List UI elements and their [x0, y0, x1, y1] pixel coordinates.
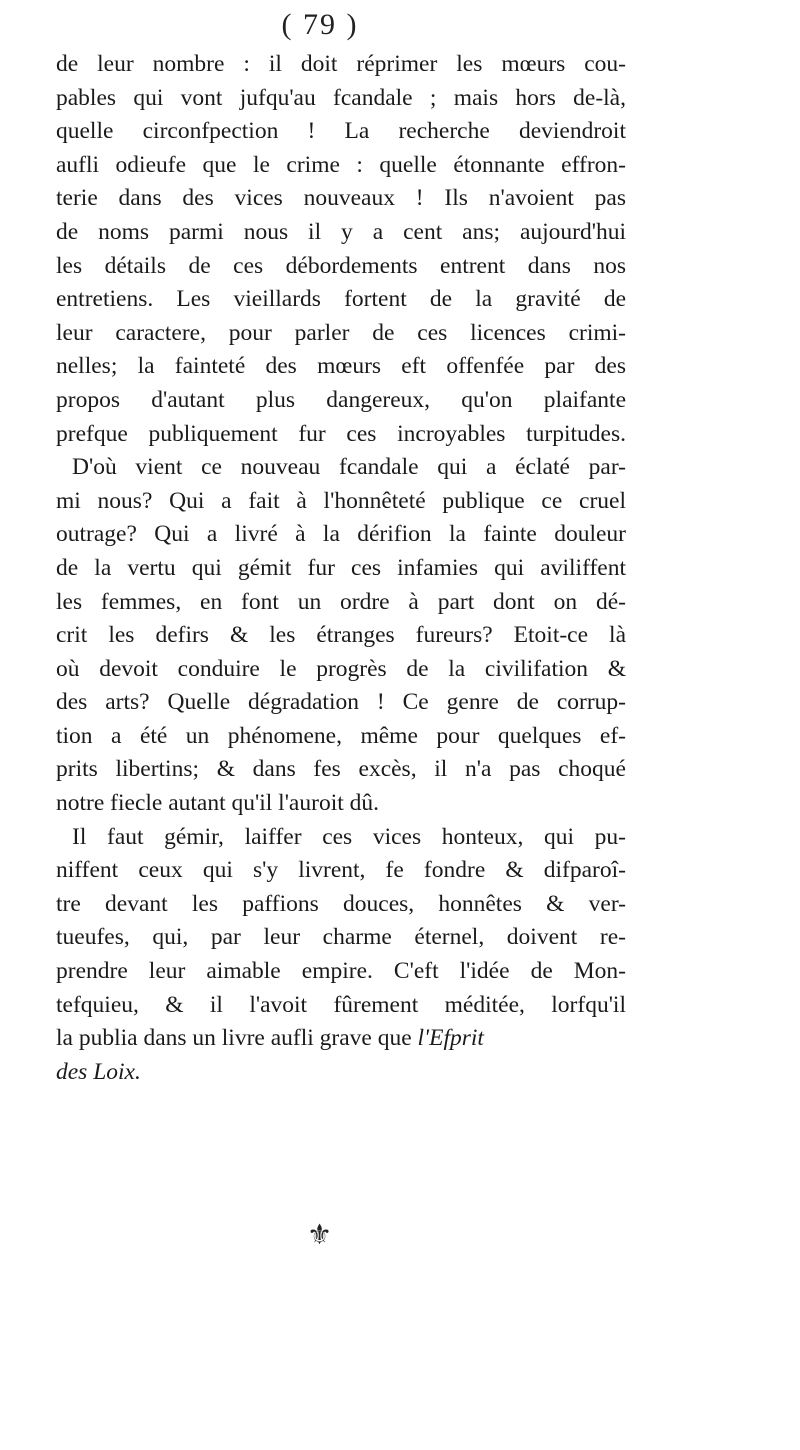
text-line-12: prefque publiquement fur ces incroyables turpitudes. [56, 420, 626, 447]
text-line-14: mi nous? Qui a fait à l'honnêteté publique ce cruel [56, 487, 626, 514]
text-line-24: Il faut gémir, laiffer ces vices honteux, qui pu- [72, 823, 626, 850]
text-line-25: niffent ceux qui s'y livrent, fe fondre & difparoî- [56, 857, 626, 884]
text-line-11: propos d'autant plus dangereux, qu'on plaifante [56, 386, 626, 413]
text-line-8: entretiens. Les vieillards fortent de la gravité de [56, 286, 626, 313]
text-line-7: les détails de ces débordements entrent dans nos [56, 252, 626, 279]
text-line-31: des Loix. [56, 1058, 141, 1085]
text-line-18: crit les defirs & les étranges fureurs? Etoit-ce là [56, 622, 626, 649]
text-line-4: aufli odieufe que le crime : quelle étonnante effron- [56, 151, 626, 178]
text-line-1: de leur nombre : il doit réprimer les mœurs cou- [56, 51, 626, 77]
title-reference: l'Efprit [417, 1025, 484, 1052]
text-line-26: tre devant les paffions douces, honnêtes & ver- [56, 890, 626, 917]
text-line-20: des arts? Quelle dégradation ! Ce genre de corrup- [56, 689, 626, 716]
text-line-27: tueufes, qui, par leur charme éternel, doivent re- [56, 924, 626, 951]
text-line-9: leur caractere, pour parler de ces licences crimi- [56, 319, 626, 346]
text-line-23: notre fiecle autant qu'il l'auroit dû. [56, 790, 379, 817]
text-line-19: où devoit conduire le progrès de la civilifation & [56, 655, 626, 682]
text-line-21: tion a été un phénomene, même pour quelques ef- [56, 722, 626, 749]
page-number: ( 79 ) [281, 8, 359, 41]
text-line-6: de noms parmi nous il y a cent ans; aujourd'hui [56, 218, 626, 245]
text-line-10: nelles; la fainteté des mœurs eft offenfée par des [56, 353, 626, 380]
fleuron-icon: ⚜ [306, 1220, 334, 1251]
text-line-13: D'où vient ce nouveau fcandale qui a éclaté par- [72, 454, 626, 481]
decorative-fleuron-ornament [0, 1218, 640, 1252]
text-line-28: prendre leur aimable empire. C'eft l'idée de Mon- [56, 958, 626, 985]
text-line-30-body: la publia dans un livre aufli grave que [56, 1025, 412, 1052]
text-line-17: les femmes, en font un ordre à part dont on dé- [56, 588, 626, 615]
body-text [56, 48, 626, 1089]
text-line-15: outrage? Qui a livré à la dérifion la fainte douleur [56, 521, 626, 548]
text-line-16: de la vertu qui gémit fur ces infamies qui aviliffent [56, 554, 626, 581]
text-line-5: terie dans des vices nouveaux ! Ils n'avoient pas [56, 185, 626, 212]
text-line-29: tefquieu, & il l'avoit fûrement méditée, lorfqu'il [56, 991, 626, 1018]
text-line-22: prits libertins; & dans fes excès, il n'a pas choqué [56, 756, 626, 783]
text-line-30 [56, 1022, 626, 1056]
text-line-2: pables qui vont jufqu'au fcandale ; mais hors de-là, [56, 84, 626, 111]
text-line-3: quelle circonfpection ! La recherche deviendroit [56, 118, 626, 145]
